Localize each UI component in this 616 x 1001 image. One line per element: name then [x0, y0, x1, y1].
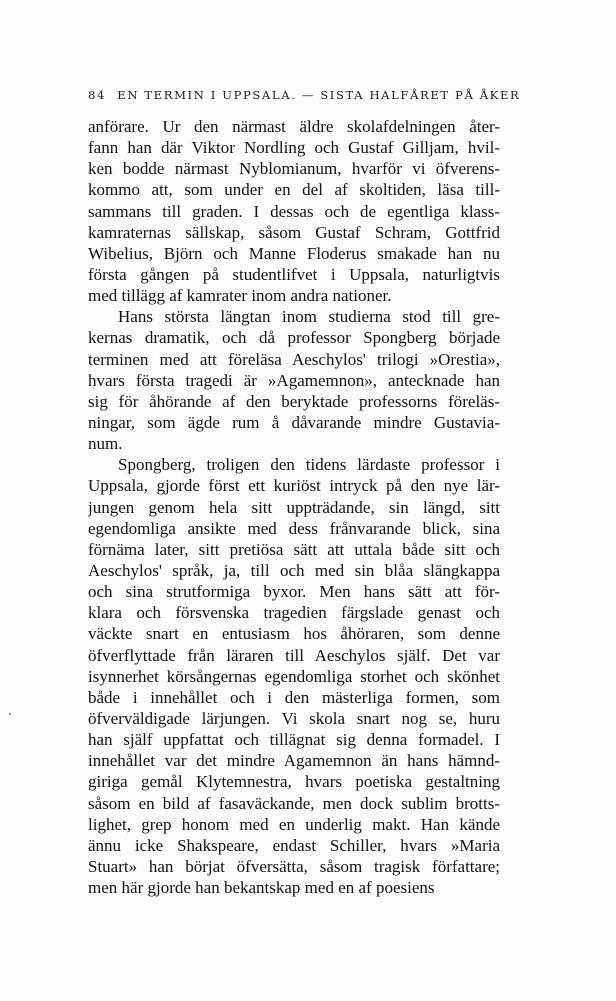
text-line: sammans till graden. I dessas och de egentliga klass- — [88, 201, 500, 221]
text-line: både i innehållet och i den mästerliga formen, som — [88, 687, 500, 707]
text-line: första gången på studentlifvet i Uppsala, naturligtvis — [88, 264, 500, 284]
text-line: öfverflyttade från läraren till Aeschylos själf. Det var — [88, 645, 500, 665]
text-line: terminen med att föreläsa Aeschylos' trilogi »Orestia», — [88, 349, 500, 369]
text-line: jungen genom hela sitt uppträdande, sin längd, sitt — [88, 497, 500, 517]
text-line: Hans största längtan inom studierna stod till gre- — [118, 307, 500, 327]
text-line: Stuart» han börjat öfversätta, såsom tragisk författare; — [88, 856, 500, 876]
text-line: ännu icke Shakspeare, endast Schiller, hvars »Maria — [88, 835, 500, 855]
paragraph — [88, 306, 500, 454]
text-line: fann han där Viktor Nordling och Gustaf Gilljam, hvil- — [88, 138, 500, 158]
text-line: han själf uppfattat och tillägnat sig denna formadel. I — [88, 730, 500, 750]
text-line: såsom en bild af fasaväckande, men dock sublim brotts- — [88, 793, 500, 813]
text-line: men här gjorde han bekantskap med en af poesiens — [88, 878, 435, 898]
text-line: Wibelius, Björn och Manne Floderus smakade han nu — [88, 243, 500, 263]
page-number: 84 — [88, 88, 106, 102]
paragraph — [88, 454, 500, 898]
text-line: Uppsala, gjorde först ett kuriöst intryck på den nye lär- — [88, 476, 500, 496]
text-line: hvars första tragedi är »Agamemnon», antecknade han — [88, 370, 500, 390]
text-line: och sina strutformiga byxor. Men hans sätt att för- — [88, 582, 500, 602]
body-text — [88, 116, 500, 898]
text-line: isynnerhet körsångernas egendomliga storhet och skönhet — [88, 666, 500, 686]
text-line: Aeschylos' språk, ja, till och med sin blåa slängkappa — [88, 560, 500, 580]
margin-speck — [9, 713, 11, 715]
text-line: öfverväldigade lärjungen. Vi skola snart nog se, huru — [88, 708, 500, 728]
text-line: lighet, grep honom med en underlig makt. Han kände — [88, 814, 500, 834]
text-line: förnäma later, sitt pretiösa sätt att uttala både sitt och — [88, 539, 500, 559]
text-line: kommo att, som under en del af skoltiden, läsa till- — [88, 180, 500, 200]
text-line: väckte snart en entusiasm hos åhöraren, som denne — [88, 624, 500, 644]
running-header — [88, 88, 521, 102]
text-line: klara och försvenska tragedien färgslade genast och — [88, 603, 500, 623]
text-line: kamraternas sällskap, såsom Gustaf Schram, Gottfrid — [88, 222, 500, 242]
text-line: innehållet var det mindre Agamemnon än hans hämnd- — [88, 751, 500, 771]
text-line: num. — [88, 434, 123, 454]
text-line: sig för åhörande af den beryktade professorns föreläs- — [88, 391, 500, 411]
running-title: EN TERMIN I UPPSALA. — SISTA HALFÅRET PÅ ÅKER — [117, 88, 521, 102]
text-line: ken bodde närmast Nyblomianum, hvarför vi öfverens- — [88, 159, 500, 179]
paragraph — [88, 116, 500, 306]
text-line: med tillägg af kamrater inom andra nationer. — [88, 286, 392, 306]
text-line: egendomliga ansikte med dess frånvarande blick, sina — [88, 518, 500, 538]
text-line: anförare. Ur den närmast äldre skolafdelningen åter- — [88, 117, 500, 136]
text-line: ningar, som ägde rum å dåvarande mindre Gustavia- — [88, 412, 500, 432]
text-line: giriga gemål Klytemnestra, hvars poetiska gestaltning — [88, 772, 500, 792]
text-line: kernas dramatik, och då professor Spongberg började — [88, 328, 500, 348]
text-line: Spongberg, troligen den tidens lärdaste professor i — [118, 455, 500, 475]
